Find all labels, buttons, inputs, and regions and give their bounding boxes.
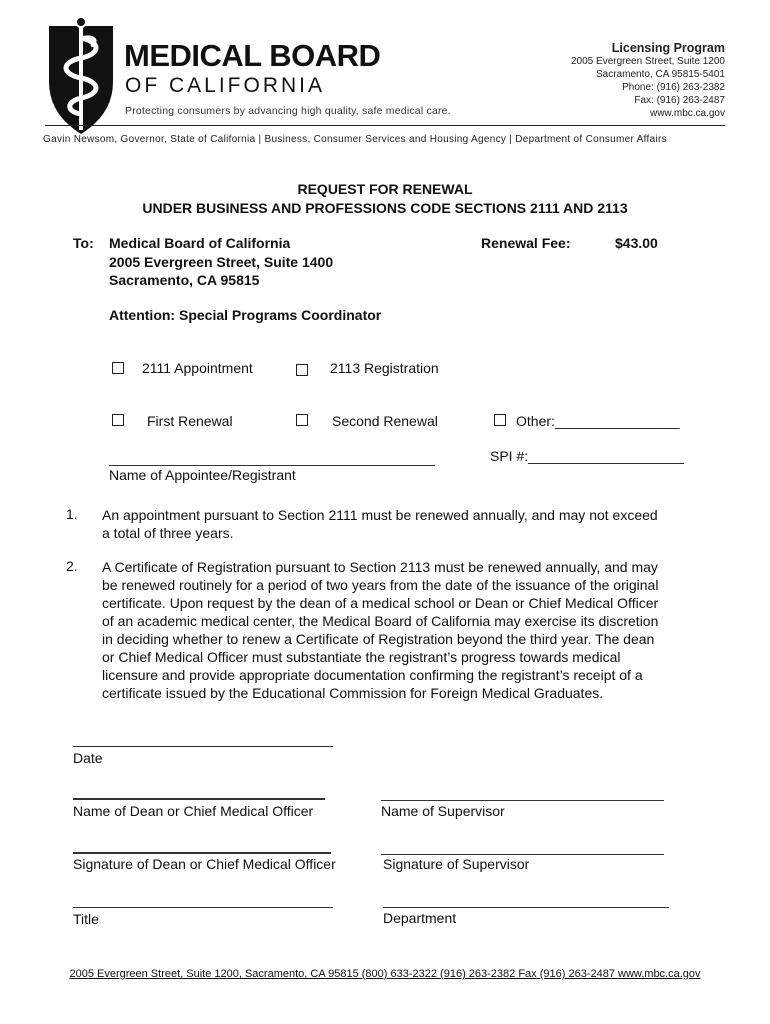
to-city: Sacramento, CA 95815: [109, 272, 260, 288]
supervisor-signature-label: Signature of Supervisor: [383, 856, 530, 872]
title-line[interactable]: [73, 907, 333, 908]
program-name: Licensing Program: [611, 41, 725, 55]
checkbox-2111-appointment[interactable]: [112, 362, 124, 374]
brand-tagline: Protecting consumers by advancing high quality, safe medical care.: [125, 105, 451, 117]
label-2111-appointment: 2111 Appointment: [142, 360, 253, 376]
brand-title: MEDICAL BOARD: [124, 38, 381, 73]
dean-signature-label: Signature of Dean or Chief Medical Officer: [73, 856, 336, 872]
program-website: www.mbc.ca.gov: [649, 108, 725, 119]
dean-signature-line[interactable]: [73, 852, 331, 854]
label-second-renewal: Second Renewal: [332, 413, 438, 429]
date-label: Date: [73, 750, 103, 766]
program-contact-block: [571, 42, 725, 120]
spi-field[interactable]: SPI #:____________________: [490, 448, 684, 464]
label-2113-registration: 2113 Registration: [330, 360, 439, 376]
item-2-text: A Certificate of Registration pursuant to Section 2113 must be renewed annually, and may be renewed routinely for a period of two years from the date of the issuance of the original certificate. Upon request by the dean of a medical school or Dean or Chief Medical Officer of an academic medical center, the Medical Board of California may exercise its discretion in deciding whether to renew a Certificate of Registration beyond the third year. The dean or Chief Medical Officer must substantiate the registrant’s progress towards medical licensure and provide appropriate documentation confirming the registrant’s receipt of a certificate issued by the Educational Commission for Foreign Medical Graduates.: [102, 559, 659, 701]
department-line[interactable]: [383, 907, 669, 908]
checkbox-second-renewal[interactable]: [296, 414, 308, 426]
attention-line: Attention: Special Programs Coordinator: [109, 307, 382, 323]
fee-value: $43.00: [615, 235, 658, 251]
other-field[interactable]: Other:________________: [516, 413, 680, 429]
program-city: Sacramento, CA 95815-5401: [596, 69, 725, 80]
fee-label: Renewal Fee:: [481, 235, 571, 251]
header-divider: [45, 125, 725, 126]
supervisor-signature-line[interactable]: [381, 854, 664, 855]
to-address: 2005 Evergreen Street, Suite 1400: [109, 254, 334, 270]
department-label: Department: [383, 910, 457, 926]
program-fax: Fax: (916) 263-2487: [634, 95, 725, 106]
title-label: Title: [73, 911, 99, 927]
to-label: To:: [73, 235, 94, 251]
form-subtitle: UNDER BUSINESS AND PROFESSIONS CODE SECTIONS 2111 AND 2113: [142, 200, 628, 216]
name-signature-line[interactable]: [109, 465, 435, 466]
program-address: 2005 Evergreen Street, Suite 1200: [571, 56, 725, 67]
government-line: Gavin Newsom, Governor, State of California | Business, Consumer Services and Housing Agency | Department of Consumer Affairs: [43, 134, 667, 145]
supervisor-name-line[interactable]: [381, 800, 664, 801]
item-1-text: An appointment pursuant to Section 2111 must be renewed annually, and may not exceed a total of three years.: [102, 507, 658, 541]
name-label: Name of Appointee/Registrant: [109, 467, 296, 483]
form-title: REQUEST FOR RENEWAL: [297, 181, 473, 197]
brand-subtitle: OF CALIFORNIA: [125, 74, 326, 97]
date-line[interactable]: [73, 746, 333, 747]
checkbox-2113-registration[interactable]: [296, 364, 308, 376]
supervisor-name-label: Name of Supervisor: [381, 803, 505, 819]
dean-name-line[interactable]: [73, 798, 325, 800]
label-first-renewal: First Renewal: [147, 413, 233, 429]
to-name: Medical Board of California: [109, 235, 291, 251]
checkbox-other[interactable]: [494, 414, 506, 426]
item-1-number: 1.: [66, 506, 78, 522]
program-phone: Phone: (916) 263-2382: [622, 82, 725, 93]
dean-name-label: Name of Dean or Chief Medical Officer: [73, 803, 314, 819]
footer-contact: 2005 Evergreen Street, Suite 1200, Sacramento, CA 95815 (800) 633-2322 (916) 263-2382 Fax (916) 263-2487 www.mbc.ca.gov: [69, 968, 701, 980]
item-2-number: 2.: [66, 558, 78, 574]
medical-board-seal-icon: [45, 16, 117, 136]
checkbox-first-renewal[interactable]: [112, 414, 124, 426]
